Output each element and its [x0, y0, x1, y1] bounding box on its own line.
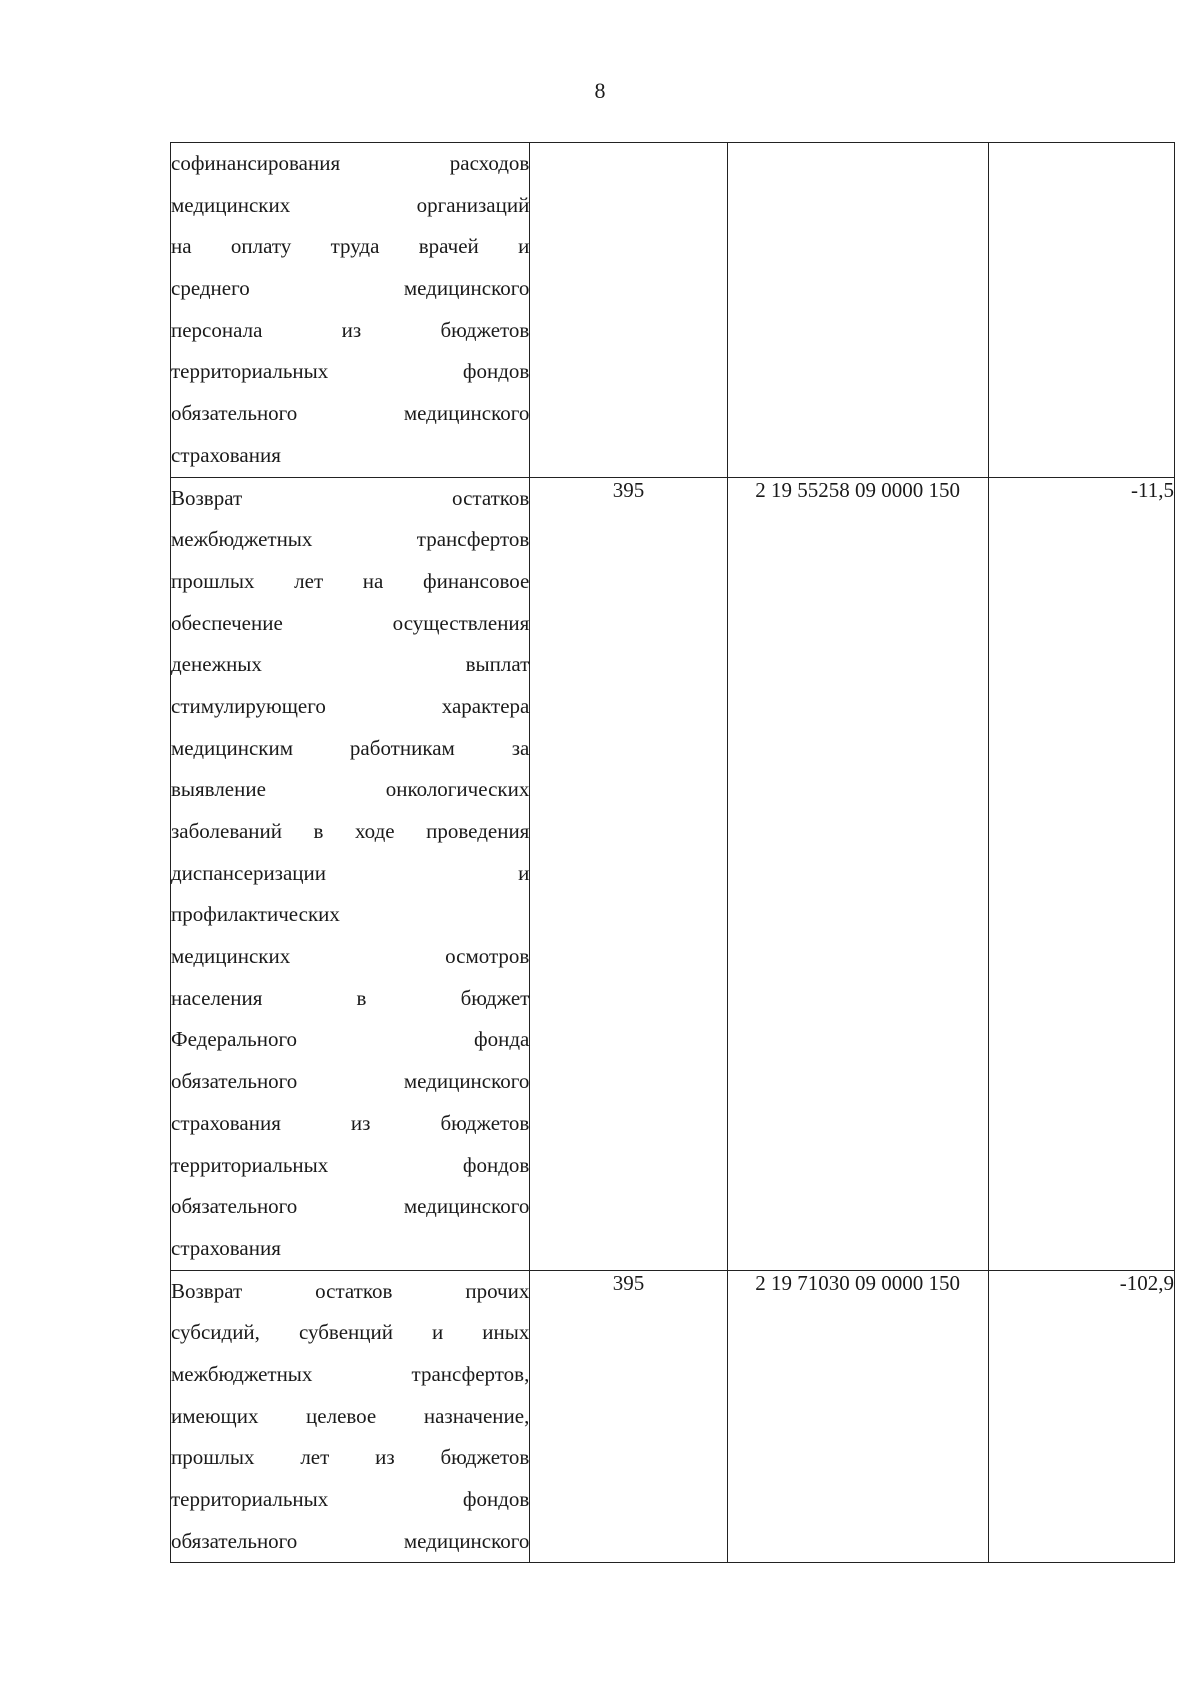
budget-code-cell — [727, 143, 988, 478]
budget-code-cell: 2 19 55258 09 0000 150 — [727, 477, 988, 1270]
amount-cell: -11,5 — [988, 477, 1174, 1270]
row-text-line: территориальных фондов — [171, 1152, 530, 1177]
row-name-cell — [171, 477, 530, 1270]
row-text-line: софинансирования расходов — [171, 151, 530, 175]
row-text-line: прошлых лет из бюджетов — [171, 1445, 530, 1470]
row-text-line: обеспечение осуществления — [171, 610, 530, 635]
amount-cell — [988, 143, 1174, 478]
amount-cell: -102,9 — [988, 1270, 1174, 1563]
row-text-line: прошлых лет на финансовое — [171, 568, 530, 593]
admin-code-cell: 395 — [530, 477, 727, 1270]
page-number: 8 — [594, 78, 606, 103]
row-text-line: Возврат остатков прочих — [171, 1278, 530, 1303]
row-text-line: денежных выплат — [171, 652, 530, 677]
row-text-line: страхования — [171, 1235, 281, 1260]
row-text-line: персонала из бюджетов — [171, 317, 530, 342]
admin-code-cell: 395 — [530, 1270, 727, 1563]
admin-code-cell — [530, 143, 727, 478]
row-text-line: профилактических — [171, 902, 340, 927]
row-text-line: Федерального фонда — [171, 1027, 530, 1052]
row-text-line: обязательного медицинского — [171, 1528, 530, 1553]
row-name-cell — [171, 143, 530, 478]
row-text-line: выявление онкологических — [171, 777, 530, 802]
row-text-line: субсидий, субвенций и иных — [171, 1320, 530, 1345]
row-text-line: страхования — [171, 442, 281, 467]
row-text-line: среднего медицинского — [171, 276, 530, 301]
budget-table — [170, 142, 1175, 1563]
row-text-line: населения в бюджет — [171, 985, 530, 1010]
row-text-line: территориальных фондов — [171, 359, 530, 384]
row-text-line: обязательного медицинского — [171, 1069, 530, 1094]
row-text-line: обязательного медицинского — [171, 1194, 530, 1219]
budget-code-cell: 2 19 71030 09 0000 150 — [727, 1270, 988, 1563]
row-text-line: Возврат остатков — [171, 485, 530, 510]
row-text-line: диспансеризации и — [171, 860, 530, 885]
table-row — [171, 143, 1175, 478]
row-text-line: заболеваний в ходе проведения — [171, 819, 530, 843]
row-text-line: медицинским работникам за — [171, 735, 530, 760]
row-text-line: межбюджетных трансфертов, — [171, 1361, 530, 1386]
row-text-line: страхования из бюджетов — [171, 1110, 530, 1135]
row-text-line: стимулирующего характера — [171, 693, 530, 718]
table-row — [171, 477, 1175, 1270]
row-text-line: имеющих целевое назначение, — [171, 1403, 530, 1428]
row-text-line: на оплату труда врачей и — [171, 234, 530, 259]
row-text-line: территориальных фондов — [171, 1487, 530, 1511]
row-text-line: обязательного медицинского — [171, 401, 530, 426]
table-row — [171, 1270, 1175, 1563]
row-text-line: медицинских осмотров — [171, 944, 530, 969]
row-name-cell — [171, 1270, 530, 1563]
row-text-line: медицинских организаций — [171, 192, 530, 217]
row-text-line: межбюджетных трансфертов — [171, 527, 530, 552]
